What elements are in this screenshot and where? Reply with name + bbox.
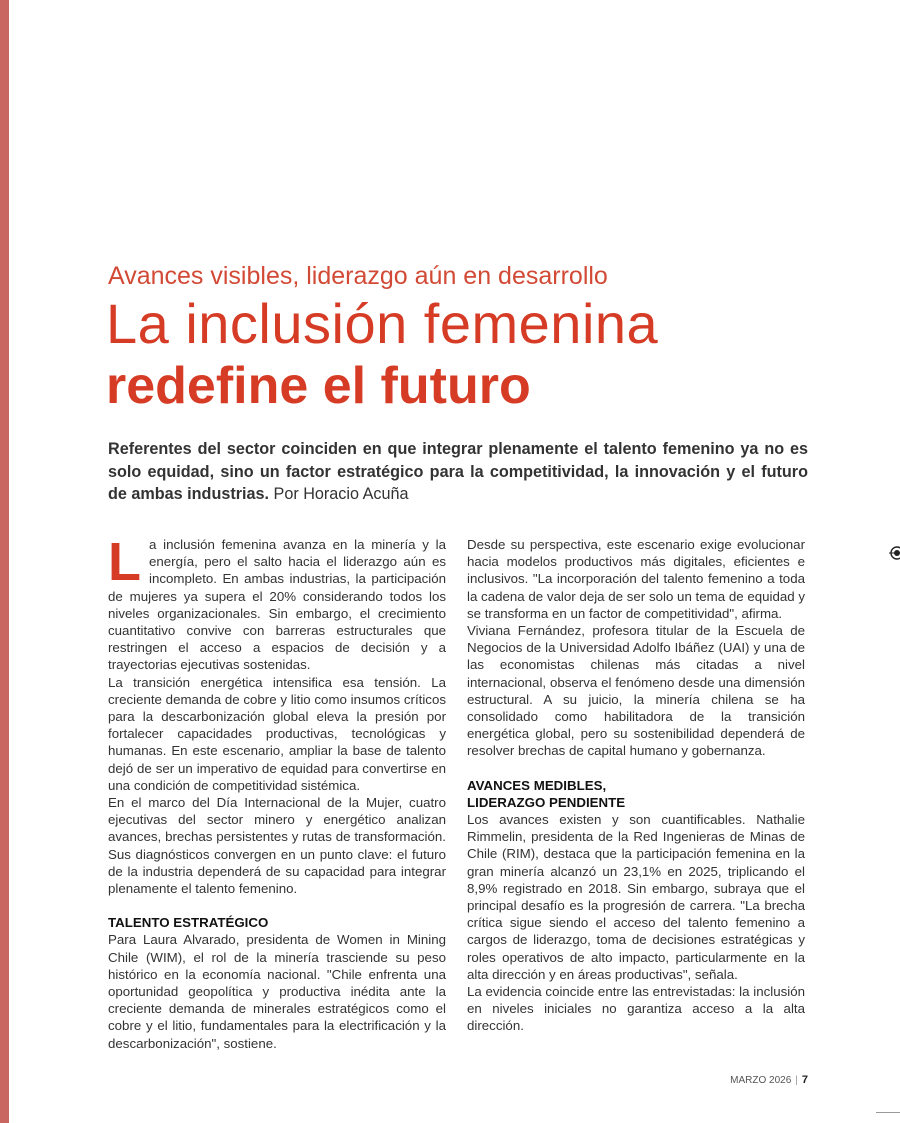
page-footer	[730, 1074, 808, 1086]
section-heading: TALENTO ESTRATÉGICO	[108, 915, 269, 931]
paragraph: Desde su perspectiva, este escenario exige evolucionar hacia modelos productivos más digitales, eficientes e inclusivos. "La incorporación del talento femenino a toda la cadena de valor deja de ser solo un tema de equidad y se transforma en un factor de competitividad", afirma.	[467, 537, 805, 621]
paragraph-text: a inclusión femenina avanza en la minería y la energía, pero el salto hacia el liderazgo aún es incompleto. En ambas industrias, la participación de mujeres ya supera el 20% considerando todos los niveles organizacionales. Sin embargo, el crecimiento cuantitativo convive con barreras estructurales que restringen el acceso a espacios de decisión y a trayectorias ejecutivas sostenidas.	[108, 537, 446, 673]
article-title-line1: La inclusión femenina	[106, 292, 659, 355]
section-heading-line2: LIDERAZGO PENDIENTE	[467, 794, 626, 810]
byline: Por Horacio Acuña	[269, 485, 409, 503]
article-kicker: Avances visibles, liderazgo aún en desarrollo	[108, 262, 608, 290]
paragraph: La evidencia coincide entre las entrevistadas: la inclusión en niveles iniciales no garantiza acceso a la alta dirección.	[467, 984, 805, 1034]
left-column	[108, 532, 446, 1052]
article-lead	[108, 438, 808, 506]
paragraph: En el marco del Día Internacional de la Mujer, cuatro ejecutivas del sector minero y energético analizan avances, brechas persistentes y rutas de transformación. Sus diagnósticos convergen en un punto clave: el futuro de la industria dependerá de su capacidad para integrar plenamente el talento femenino.	[108, 795, 446, 897]
drop-cap: L	[108, 532, 141, 592]
section-heading	[467, 777, 805, 811]
section-heading-line1: AVANCES MEDIBLES,	[467, 777, 607, 793]
paragraph: La transición energética intensifica esa tensión. La creciente demanda de cobre y litio como insumos críticos para la descarbonización global eleva la presión por fortalecer capacidades productivas, tecnológicas y humanas. En este escenario, ampliar la base de talento dejó de ser un imperativo de equidad para convertirse en una condición de competitividad sistémica.	[108, 674, 446, 793]
article-title-line2: redefine el futuro	[106, 357, 531, 415]
paragraph: Para Laura Alvarado, presidenta de Women in Mining Chile (WIM), el rol de la minería trasciende su peso histórico en la economía nacional. "Chile enfrenta una oportunidad geopolítica y productiva inédita ante la creciente demanda de minerales estratégicos como el cobre y el litio, fundamentales para la electrificación y la descarbonización", sostiene.	[108, 932, 446, 1051]
page-number: 7	[801, 1074, 808, 1086]
crop-mark	[876, 1112, 900, 1113]
paragraph: Los avances existen y son cuantificables. Nathalie Rimmelin, presidenta de la Red Ingenieras de Minas de Chile (RIM), destaca que la participación femenina en la gran minería alcanzó un 23,1% en 2025, triplicando el 8,9% registrado en 2018. Sin embargo, subraya que el principal desafío es la progresión de carrera. "La brecha crítica sigue siendo el acceso del talento femenino a cargos de liderazgo, toma de decisiones estratégicas y roles operativos de alto impacto, particularmente en la alta dirección y en áreas productivas", señala.	[467, 812, 805, 982]
right-column	[467, 536, 805, 1035]
left-edge-bar	[0, 0, 9, 1123]
registration-mark-icon	[889, 545, 900, 561]
footer-separator: |	[795, 1074, 798, 1086]
lead-text: Referentes del sector coinciden en que integrar plenamente el talento femenino ya no es solo equidad, sino un factor estratégico para la competitividad, la innovación y el futuro de ambas industrias.	[108, 440, 808, 503]
issue-date: MARZO 2026	[730, 1074, 792, 1086]
paragraph: Viviana Fernández, profesora titular de la Escuela de Negocios de la Universidad Adolfo Ibáñez (UAI) y una de las economistas chilenas más citadas a nivel internacional, observa el fenómeno desde una dimensión estructural. A su juicio, la minería chilena se ha consolidado como habilitadora de la transición energética global, pero su sostenibilidad dependerá de resolver brechas de capital humano y gobernanza.	[467, 623, 805, 759]
paragraph	[108, 532, 446, 674]
